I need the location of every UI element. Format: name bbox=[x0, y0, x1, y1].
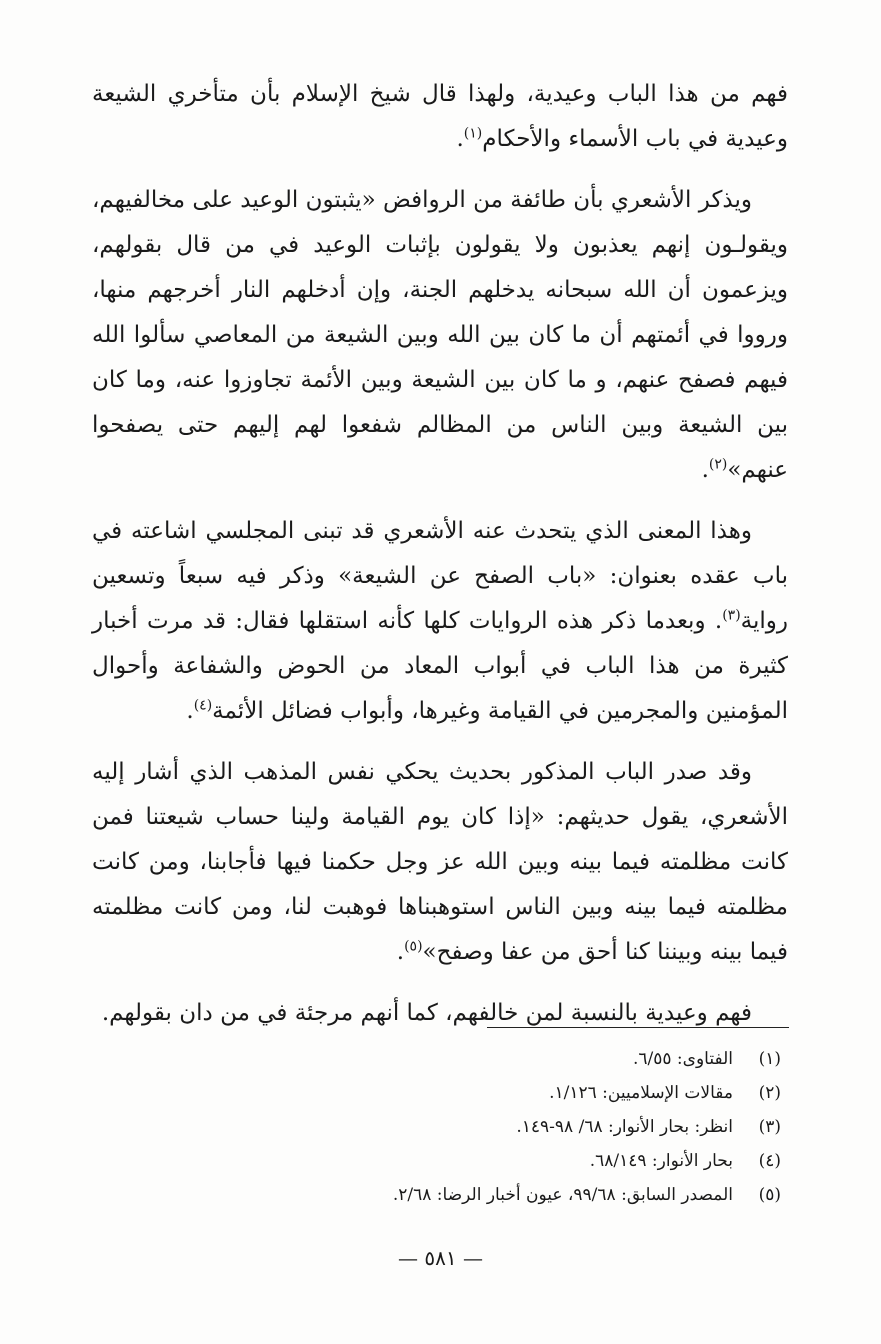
paragraph-5 bbox=[92, 991, 788, 1036]
footnote-item bbox=[261, 1144, 781, 1178]
footnote-text: انظر: بحار الأنوار: ٦٨/ ٩٨-١٤٩. bbox=[516, 1117, 733, 1137]
footnote-ref: (٢) bbox=[708, 456, 728, 473]
paragraph-tail: . bbox=[186, 698, 194, 724]
footnote-number: (٥) bbox=[758, 1185, 781, 1205]
footnote-text: المصدر السابق: ٩٩/٦٨، عيون أخبار الرضا: ٢/٦٨. bbox=[392, 1185, 733, 1205]
footnote-number: (١) bbox=[758, 1049, 781, 1069]
paragraph-3 bbox=[92, 509, 788, 734]
paragraph-text: وقد صدر الباب المذكور بحديث يحكي نفس المذهب الذي أشار إليه الأشعري، يقول حديثهم: «إذا كان يوم القيامة ولينا حساب شيعتنا فمن كانت مظلمته فيما بينه وبين الله عز وجل حكمنا فيها فأجابنا، ومن كانت مظلمته فيما بينه وبين الناس استوهبناها فوهبت لنا، ومن كانت مظلمته فيما بينه وبيننا كنا أحق من عفا وصفح» bbox=[92, 759, 788, 965]
footnote-text: الفتاوى: ٦/٥٥. bbox=[633, 1049, 733, 1069]
footnote-number: (٣) bbox=[758, 1117, 781, 1137]
footnote-item bbox=[261, 1076, 781, 1110]
paragraph-text: ويذكر الأشعري بأن طائفة من الروافض «يثبتون الوعيد على مخالفيهم، ويقولـون إنهم يعذبون ولا يقولون بإثبات الوعيد في من قال بقولهم، ويزعمون أن الله سبحانه يدخلهم الجنة، وإن أدخلهم النار أخرجهم منها، ورووا في أئمتهم أن ما كان بين الله وبين الشيعة من المعاصي سألوا الله فيهم فصفح عنهم، و ما كان بين الشيعة وبين الأئمة تجاوزوا عنه، وما كان بين الشيعة وبين الناس من المظالم شفعوا لهم إليهم حتى يصفحوا عنهم» bbox=[92, 187, 788, 483]
page-number: — ٥٨١ — bbox=[398, 1246, 483, 1270]
paragraph-text: فهم وعيدية بالنسبة لمن خالفهم، كما أنهم مرجئة في من دان بقولهم. bbox=[101, 1000, 752, 1026]
footnote-ref: (٣) bbox=[722, 607, 741, 624]
paragraph-2 bbox=[92, 178, 788, 493]
footnote-ref: (١) bbox=[463, 125, 483, 142]
footnote-text: مقالات الإسلاميين: ١/١٢٦. bbox=[549, 1083, 733, 1103]
paragraph-text: وهذا المعنى الذي يتحدث عنه الأشعري قد تبنى المجلسي اشاعته في باب عقده بعنوان: «باب الصفح عن الشيعة» وذكر فيه سبعاً وتسعين رواية bbox=[92, 518, 788, 634]
paragraph-1 bbox=[92, 72, 788, 162]
footnote-number: (٤) bbox=[758, 1151, 781, 1171]
footnote-separator bbox=[487, 1027, 789, 1028]
paragraph-tail: . وبعدما ذكر هذه الروايات كلها كأنه استقلها فقال: قد مرت أخبار كثيرة من هذا الباب في أبواب المعاد من الحوض والشفاعة وأحوال المؤمنين والمجرمين في القيامة وغيرها، وأبواب فضائل الأئمة bbox=[92, 608, 788, 724]
paragraph-tail: . bbox=[396, 939, 405, 965]
paragraph-tail: . bbox=[456, 126, 464, 152]
paragraph-tail: . bbox=[701, 457, 709, 483]
footnote-item bbox=[261, 1110, 781, 1144]
paragraph-text: فهم من هذا الباب وعيدية، ولهذا قال شيخ الإسلام بأن متأخري الشيعة وعيدية في باب الأسماء والأحكام bbox=[92, 81, 788, 152]
footnotes-list bbox=[261, 1042, 781, 1212]
paragraph-4 bbox=[92, 750, 788, 975]
footnote-ref: (٤) bbox=[193, 697, 213, 714]
footnote-text: بحار الأنوار: ٦٨/١٤٩. bbox=[589, 1151, 733, 1171]
footnote-item bbox=[261, 1042, 781, 1076]
main-text bbox=[92, 72, 788, 1052]
footnote-ref: (٥) bbox=[404, 938, 423, 955]
footnote-item bbox=[261, 1178, 781, 1212]
footnote-number: (٢) bbox=[758, 1083, 781, 1103]
